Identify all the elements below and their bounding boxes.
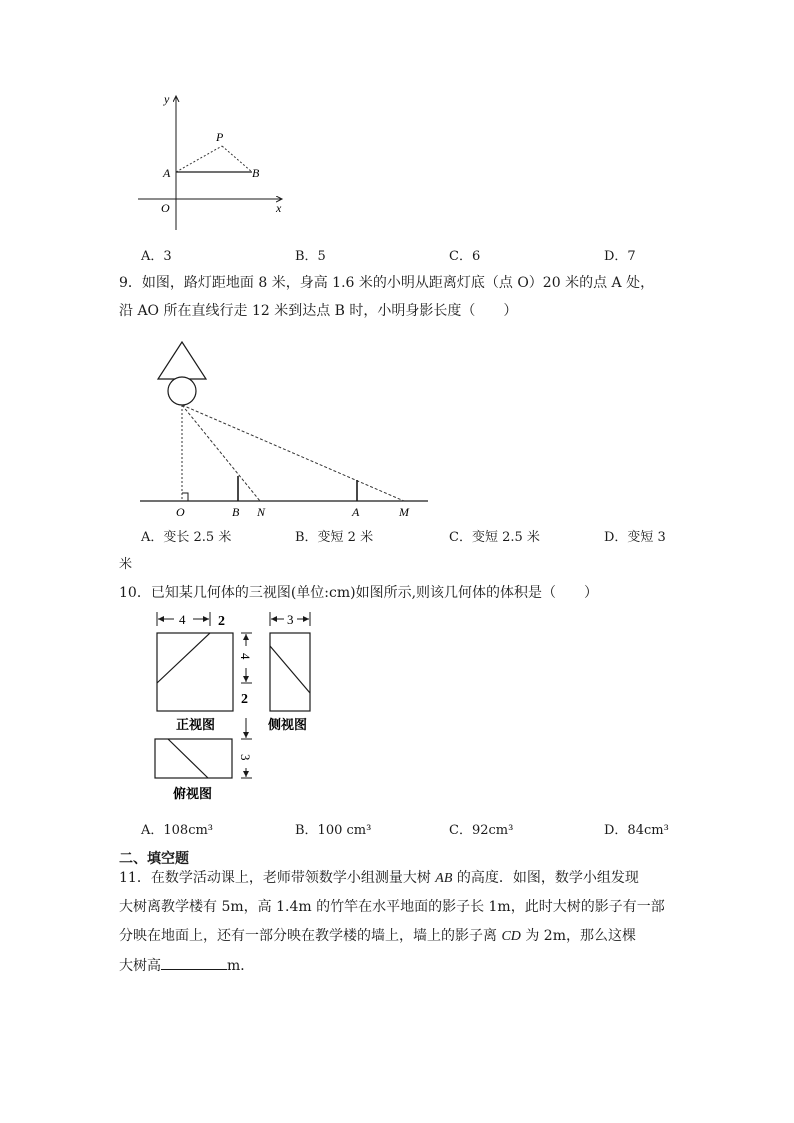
label-n: N <box>257 505 266 519</box>
label-y: y <box>164 92 170 106</box>
top-view <box>155 739 232 778</box>
label-o: O <box>161 201 170 215</box>
label-side-view: 侧视图 <box>268 717 308 732</box>
q9-streetlamp-figure <box>136 334 432 520</box>
q11-line1-part2: 的高度．如图，数学小组发现 <box>452 870 639 886</box>
label-top-view: 俯视图 <box>173 786 213 801</box>
side-view <box>270 633 310 711</box>
q9-option-b[interactable]: B．变短 2 米 <box>295 530 374 545</box>
q11-line1 <box>119 867 639 887</box>
q9-option-d[interactable]: D．变短 3 <box>604 530 666 545</box>
q9-option-d-wrap: 米 <box>119 557 133 572</box>
q9-question-line2: 沿 AO 所在直线行走 12 米到达点 B 时，小明身影长度（ ） <box>119 303 518 319</box>
right-angle-mark <box>182 493 188 501</box>
lamp-shade <box>158 342 206 379</box>
dim-side-width: 3 <box>287 612 294 627</box>
segment-pb-dashed <box>222 146 252 172</box>
q11-line4-part1: 大树高 <box>119 958 161 974</box>
label-p: P <box>216 130 224 144</box>
q8-option-a[interactable]: A．3 <box>141 249 172 264</box>
var-cd: CD <box>501 929 521 944</box>
q11-line3 <box>119 925 636 945</box>
q10-option-a[interactable]: A．108cm³ <box>141 823 214 838</box>
dim-height-gap: 2 <box>241 692 248 707</box>
label-x: x <box>276 201 282 215</box>
q10-option-b[interactable]: B．100 cm³ <box>295 823 372 838</box>
lamp-bulb <box>168 377 196 405</box>
label-a: A <box>163 166 171 180</box>
ray-to-n-dashed <box>182 405 260 501</box>
dim-gap: 2 <box>218 614 225 629</box>
ray-to-m-dashed <box>182 405 404 501</box>
label-a: A <box>352 505 360 519</box>
q10-three-views-figure <box>146 608 324 808</box>
dim-height-top: 4 <box>238 653 253 660</box>
q9-option-c[interactable]: C．变短 2.5 米 <box>449 530 540 545</box>
q11-line1-part1: 11．在数学活动课上，老师带领数学小组测量大树 <box>119 870 436 886</box>
q11-line3-part1: 分映在地面上，还有一部分映在教学楼的墙上，墙上的影子离 <box>119 928 502 944</box>
answer-blank[interactable] <box>161 956 227 970</box>
q9-option-a[interactable]: A．变长 2.5 米 <box>141 530 232 545</box>
q11-line4-part2: m． <box>227 958 255 974</box>
q8-option-c[interactable]: C．6 <box>449 249 481 264</box>
label-b: B <box>252 166 260 180</box>
q8-coordinate-figure <box>130 88 300 236</box>
label-m: M <box>399 505 409 519</box>
label-b: B <box>232 505 240 519</box>
dim-front-width: 4 <box>179 612 186 627</box>
label-o: O <box>176 505 185 519</box>
q8-option-b[interactable]: B．5 <box>295 249 326 264</box>
q10-option-c[interactable]: C．92cm³ <box>449 823 514 838</box>
segment-ap-dashed <box>176 146 222 172</box>
q11-line4 <box>119 955 254 975</box>
q11-line3-part2: 为 2m，那么这棵 <box>520 928 636 944</box>
q11-line2: 大树离教学楼有 5m，高 1.4m 的竹竿在水平地面的影子长 1m，此时大树的影子有一部 <box>119 899 665 915</box>
var-ab: AB <box>435 871 453 886</box>
section-title: 二、填空题 <box>119 851 189 867</box>
q10-question-line1: 10．已知某几何体的三视图(单位:cm)如图所示,则该几何体的体积是（ ） <box>119 585 599 601</box>
label-front-view: 正视图 <box>176 717 216 732</box>
q8-option-d[interactable]: D．7 <box>604 249 636 264</box>
q10-option-d[interactable]: D．84cm³ <box>604 823 669 838</box>
q9-question-line1: 9．如图，路灯距地面 8 米，身高 1.6 米的小明从距离灯底（点 O）20 米的点 A 处， <box>119 275 655 291</box>
dim-top-depth: 3 <box>238 754 253 761</box>
